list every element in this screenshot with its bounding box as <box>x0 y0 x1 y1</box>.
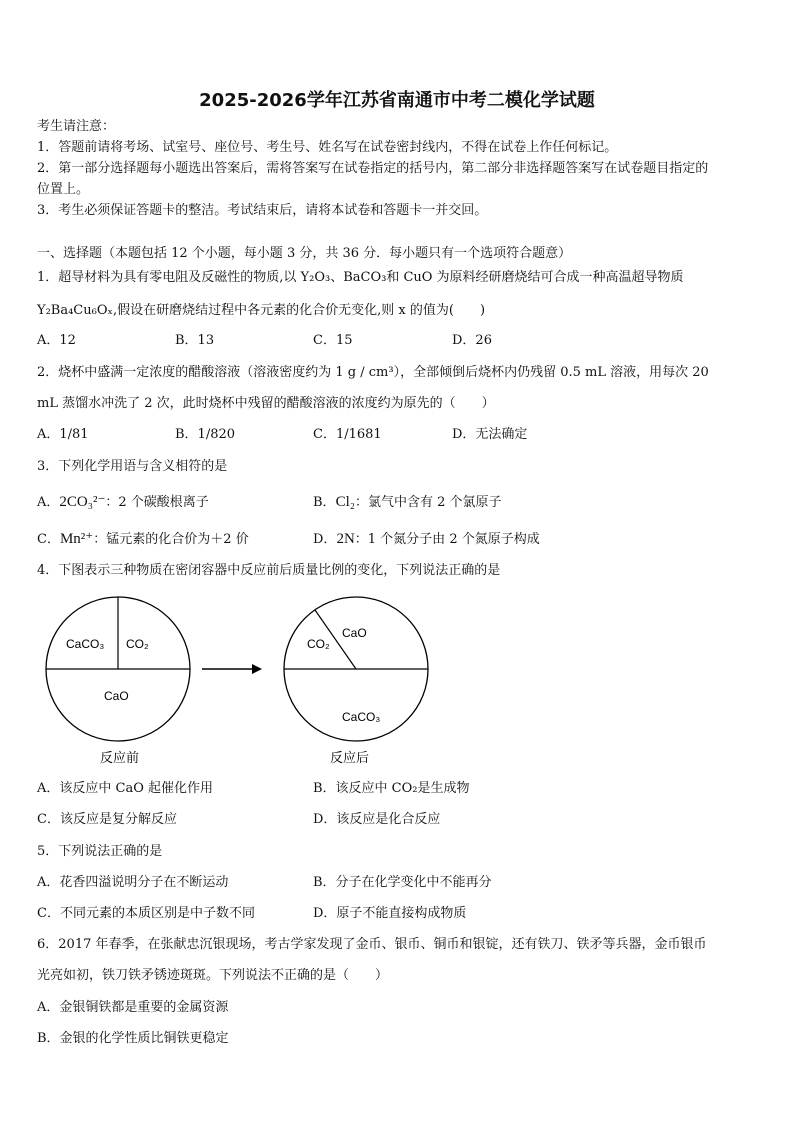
notice-item: 3．考生必须保证答题卡的整洁。考试结束后，请将本试卷和答题卡一并交回。 <box>37 203 488 218</box>
q1-option-c: C．15 <box>313 333 353 348</box>
q3-option-b-label: B． <box>313 495 336 510</box>
before-cao-label: CaO <box>104 689 129 703</box>
q5-option-c: C．不同元素的本质区别是中子数不同 <box>37 906 255 921</box>
q3-stem: 3．下列化学用语与含义相符的是 <box>37 459 228 474</box>
q4-option-c: C．该反应是复分解反应 <box>37 812 177 827</box>
after-caption: 反应后 <box>330 750 370 765</box>
q2-option-b: B．1/820 <box>175 427 236 442</box>
q3-option-d-text: ：1 个氮分子由 2 个氮原子构成 <box>354 532 540 547</box>
section-heading: 一、选择题（本题包括 12 个小题，每小题 3 分，共 36 分．每小题只有一个选项符合题意） <box>37 246 572 261</box>
after-co2-label: CO₂ <box>307 637 330 651</box>
q3-option-d <box>313 530 540 549</box>
q2-stem-line2: mL 蒸馏水冲洗了 2 次，此时烧杯中残留的醋酸溶液的浓度约为原先的（ ） <box>37 396 495 411</box>
q1-stem: 1．超导材料为具有零电阻及反磁性的物质,以 Y₂O₃、BaCO₃和 CuO 为原料经研磨烧结可合成一种高温超导物质 <box>37 270 684 285</box>
q2-stem: 2．烧杯中盛满一定浓度的醋酸溶液（溶液密度约为 1 g / cm³），全部倾倒后烧杯内仍残留 0.5 mL 溶液，用每次 20 <box>37 365 709 380</box>
q1-option-a: A．12 <box>37 333 76 348</box>
reaction-arrowhead <box>252 664 262 674</box>
q5-stem: 5．下列说法正确的是 <box>37 844 163 859</box>
q3-option-c-symbol: Mn²⁺ <box>59 531 94 547</box>
q3-option-c-label: C． <box>37 532 60 547</box>
q3-option-a-label: A． <box>37 495 60 510</box>
q4-option-b: B．该反应中 CO₂是生成物 <box>313 781 470 796</box>
notice-item: 位置上。 <box>37 182 90 197</box>
q5-option-d: D．原子不能直接构成物质 <box>313 906 467 921</box>
reaction-diagram <box>30 590 450 770</box>
after-caco3-label: CaCO₃ <box>342 710 381 724</box>
before-caco3-label: CaCO₃ <box>66 637 105 651</box>
q3-option-a <box>37 493 209 512</box>
q4-option-d: D．该反应是化合反应 <box>313 812 441 827</box>
q3-option-d-label: D． <box>313 532 337 547</box>
page-title: 2025-2026学年江苏省南通市中考二模化学试题 <box>199 90 595 111</box>
notice-heading: 考生请注意： <box>37 119 116 134</box>
q3-option-a-text: ：2 个碳酸根离子 <box>105 495 209 510</box>
q5-option-a: A．花香四溢说明分子在不断运动 <box>37 875 229 890</box>
q6-stem: 6．2017 年春季，在张献忠沉银现场，考古学家发现了金币、银币、铜币和银锭，还有铁刀、铁矛等兵器，金币银币 <box>37 937 707 952</box>
q3-option-d-symbol: 2N <box>336 531 355 547</box>
q3-option-a-symbol: 2CO₃²⁻ <box>59 494 106 510</box>
q6-option-b: B．金银的化学性质比铜铁更稳定 <box>37 1031 229 1046</box>
notice-item: 2．第一部分选择题每小题选出答案后，需将答案写在试卷指定的括号内，第二部分非选择题答案写在试卷题目指定的 <box>37 161 709 176</box>
q6-stem-line2: 光亮如初，铁刀铁矛锈迹斑斑。下列说法不正确的是（ ） <box>37 968 389 983</box>
q3-option-b <box>313 493 502 512</box>
before-co2-label: CO₂ <box>126 637 149 651</box>
q2-option-a: A．1/81 <box>37 427 89 442</box>
q1-option-d: D．26 <box>452 333 492 348</box>
q3-option-c <box>37 530 249 549</box>
notice-item: 1．答题前请将考场、试室号、座位号、考生号、姓名写在试卷密封线内，不得在试卷上作任何标记。 <box>37 140 618 155</box>
q3-option-b-symbol: Cl₂ <box>335 494 355 510</box>
q4-option-a: A．该反应中 CaO 起催化作用 <box>37 781 214 796</box>
q3-option-c-text: ：锰元素的化合价为＋2 价 <box>93 532 249 547</box>
before-caption: 反应前 <box>100 750 140 765</box>
q2-option-c: C．1/1681 <box>313 427 382 442</box>
q4-stem: 4．下图表示三种物质在密闭容器中反应前后质量比例的变化，下列说法正确的是 <box>37 563 501 578</box>
q1-stem-line2: Y₂Ba₄Cu₆Oₓ,假设在研磨烧结过程中各元素的化合价无变化,则 x 的值为( ) <box>37 303 486 318</box>
q5-option-b: B．分子在化学变化中不能再分 <box>313 875 492 890</box>
q3-option-b-text: ：氯气中含有 2 个氯原子 <box>354 495 502 510</box>
after-cao-label: CaO <box>342 626 367 640</box>
q6-option-a: A．金银铜铁都是重要的金属资源 <box>37 1000 229 1015</box>
q1-option-b: B．13 <box>175 333 215 348</box>
q2-option-d: D．无法确定 <box>452 427 528 442</box>
